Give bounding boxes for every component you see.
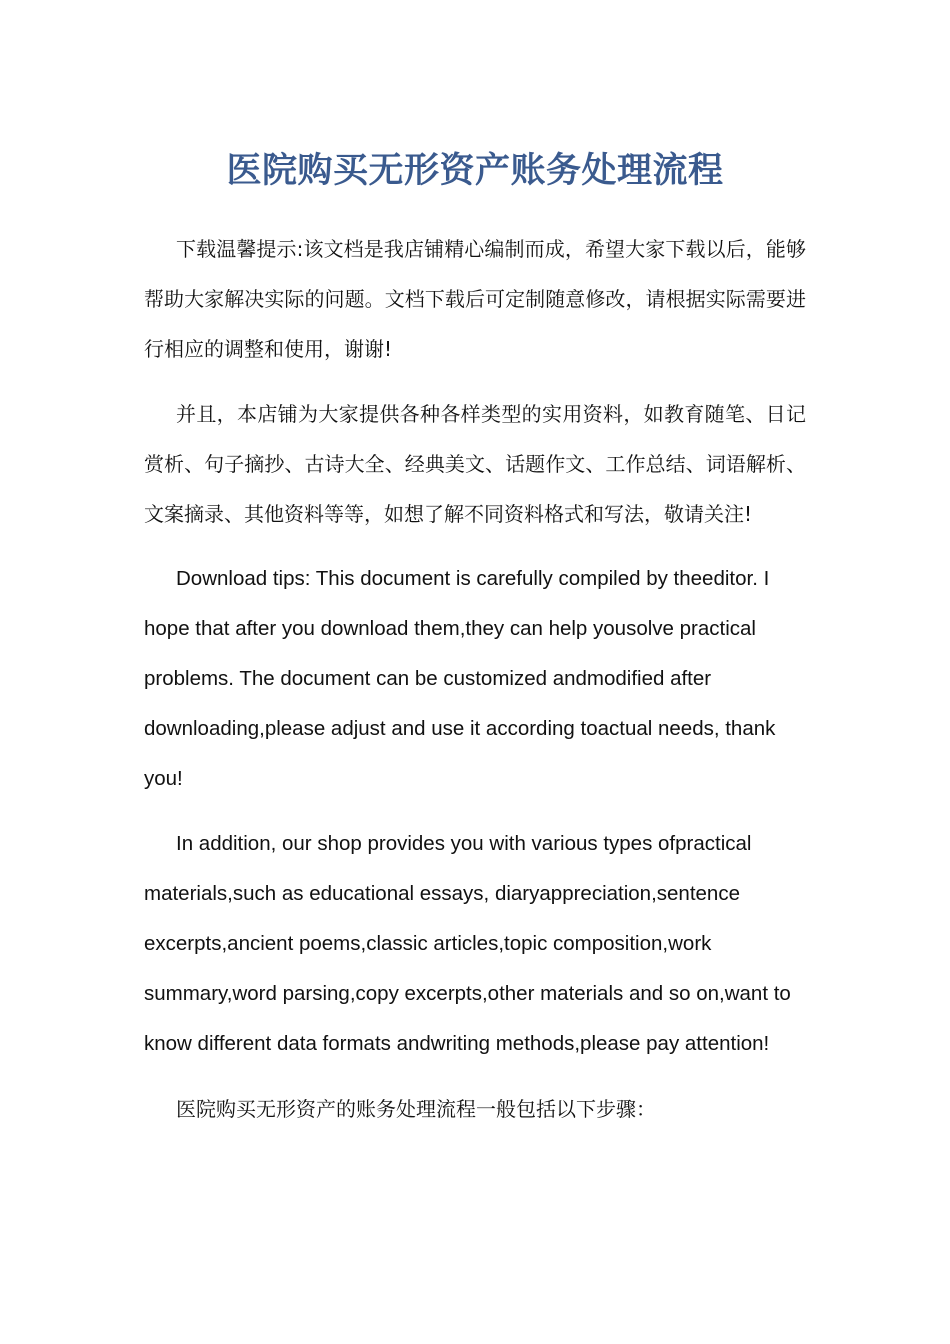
shop-notice-chinese-paragraph: 并且，本店铺为大家提供各种各样类型的实用资料，如教育随笔、日记赏析、句子摘抄、古诗大全、经典美文、话题作文、工作总结、词语解析、文案摘录、其他资料等等，如想了解不同资料格式和写法，敬请关注!	[144, 402, 806, 526]
download-tip-english-paragraph: Download tips: This document is carefully compiled by theeditor. I hope that after you download them,they can help yousolve practical problems. The document can be customized andmodified after downloading,please adjust and use it according toactual needs, thank you!	[144, 567, 776, 790]
shop-notice-english-paragraph: In addition, our shop provides you with various types ofpractical materials,such as educational essays, diaryappreciation,sentence excerpts,ancient poems,classic articles,topic composition,work summary,word parsing,copy excerpts,other materials and so on,want to know different data formats andwriting methods,please pay attention!	[144, 832, 791, 1055]
download-tip-chinese-paragraph: 下载温馨提示:该文档是我店铺精心编制而成，希望大家下载以后，能够帮助大家解决实际的问题。文档下载后可定制随意修改，请根据实际需要进行相应的调整和使用，谢谢!	[144, 237, 806, 361]
document-title: 医院购买无形资产账务处理流程	[226, 151, 724, 191]
process-intro-paragraph: 医院购买无形资产的账务处理流程一般包括以下步骤：	[176, 1097, 656, 1121]
